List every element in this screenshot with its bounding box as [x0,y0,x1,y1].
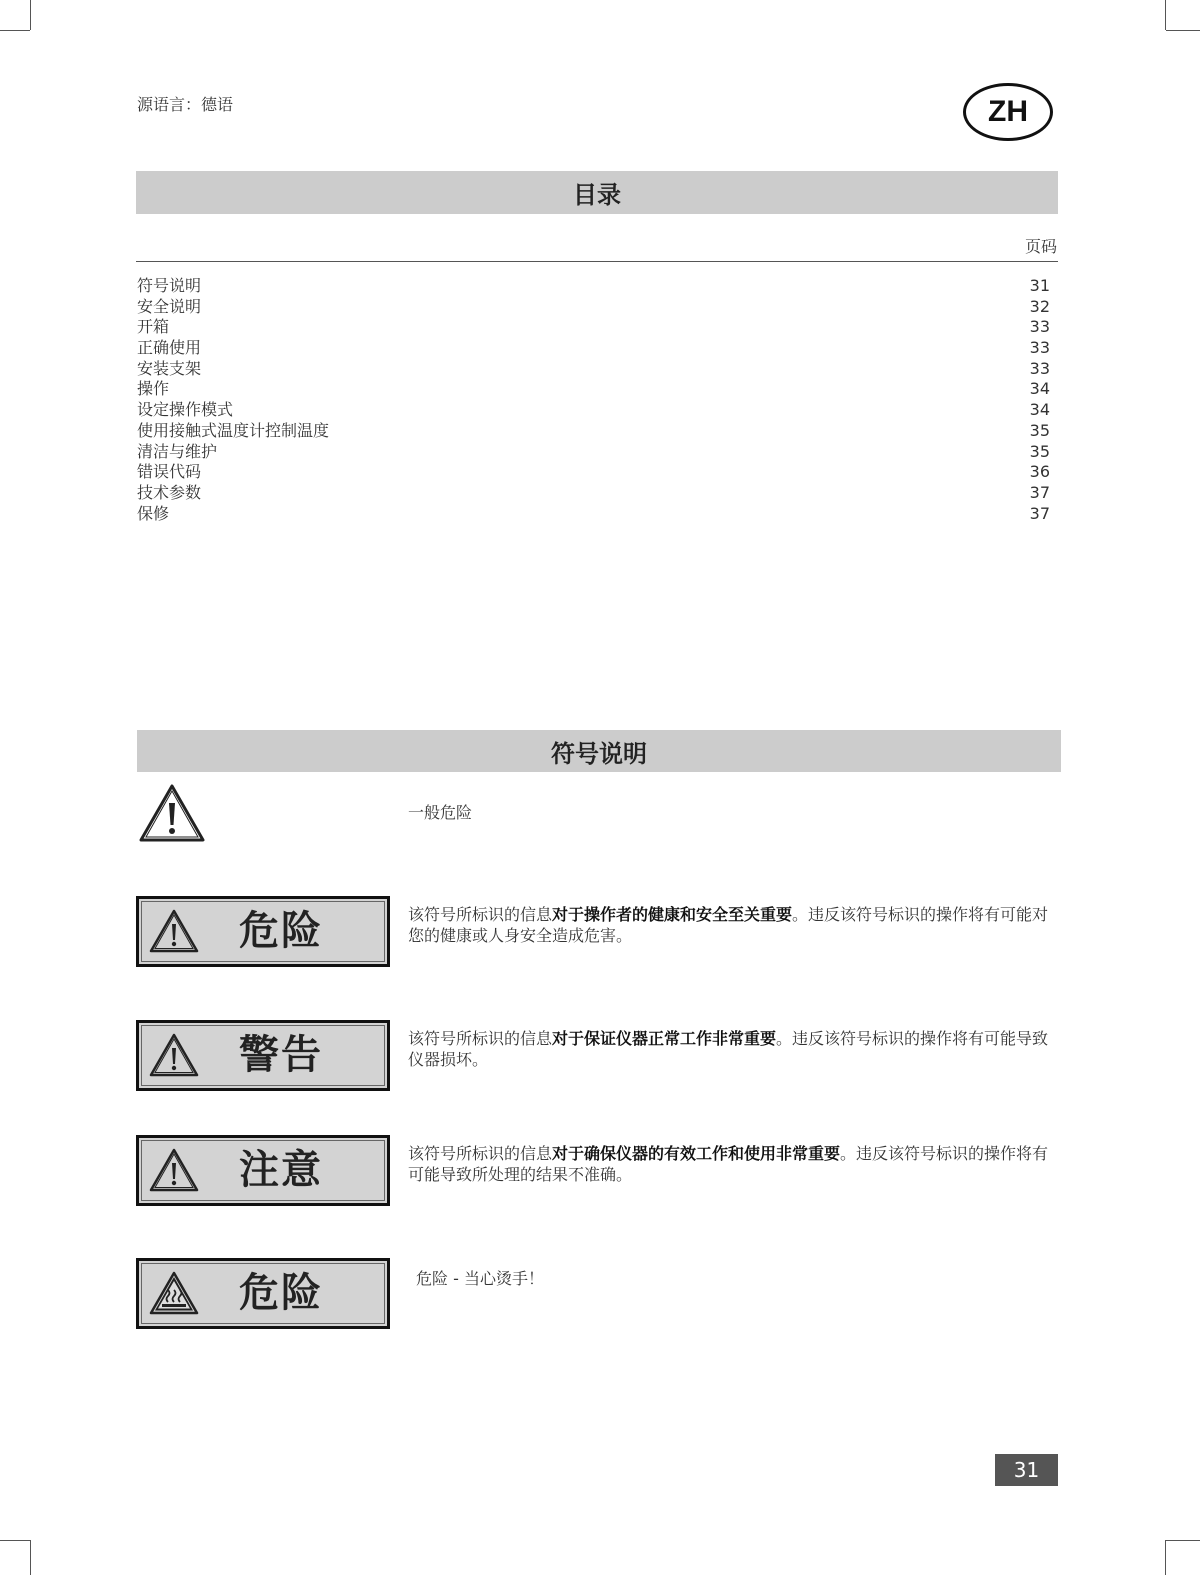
toc-entry-page: 34 [1029,379,1050,399]
danger-text-pre: 该符号所标识的信息 [408,905,553,924]
caution-signal-box [136,1135,390,1206]
toc-entry-label: 设定操作模式 [137,400,234,420]
toc-entry-label: 保修 [137,503,170,523]
crop-mark [0,1540,30,1541]
crop-mark [1166,1540,1200,1541]
toc-entry[interactable] [137,379,1050,400]
toc-entry[interactable] [137,338,1050,359]
danger-description [408,904,1063,946]
toc-entry-label: 正确使用 [137,338,202,358]
toc-entry-page: 31 [1029,276,1050,295]
toc-list [137,276,1050,524]
toc-entry[interactable] [137,483,1050,504]
toc-entry-page: 35 [1029,420,1050,440]
crop-mark [1166,30,1200,31]
toc-entry-page: 35 [1029,441,1050,461]
toc-entry-page: 37 [1029,503,1050,523]
toc-entry[interactable] [137,442,1050,463]
toc-entry-label: 符号说明 [137,276,202,295]
hot-surface-signal-box [136,1258,390,1329]
hot-surface-signal-word: 危险 [239,1270,323,1316]
warning-signal-box [136,1020,390,1091]
toc-entry[interactable] [137,276,1050,297]
danger-text-post: 。违反该符号标识的操作将有可能对您的健康或人身安全造成危害。 [408,905,1049,945]
danger-signal-box [136,896,390,967]
toc-entry-page: 36 [1029,462,1050,482]
symbols-title-bar [137,730,1061,772]
caution-text-post: 。违反该符号标识的操作将有可能导致所处理的结果不准确。 [408,1144,1049,1184]
toc-page-column-header: 页码 [1024,237,1057,256]
toc-entry[interactable] [137,462,1050,483]
warning-triangle-icon [148,1147,200,1197]
danger-signal-word: 危险 [239,908,323,954]
danger-text-bold: 对于操作者的健康和安全至关重要 [552,905,793,924]
toc-entry[interactable] [137,317,1050,338]
source-language-note: 源语言：德语 [137,95,234,114]
warning-signal-word: 警告 [239,1032,323,1078]
toc-entry[interactable] [137,359,1050,380]
toc-entry[interactable] [137,421,1050,442]
toc-entry[interactable] [137,297,1050,318]
crop-mark [1165,1540,1166,1575]
warning-text-bold: 对于保证仪器正常工作非常重要 [552,1029,777,1048]
warning-triangle-icon [138,783,206,847]
symbols-title: 符号说明 [551,739,647,768]
hot-surface-icon [148,1270,200,1320]
toc-entry-page: 33 [1029,317,1050,337]
warning-triangle-icon [148,908,200,958]
page-number-badge: 31 [995,1454,1058,1486]
warning-description [408,1028,1063,1070]
caution-text-pre: 该符号所标识的信息 [408,1144,553,1163]
general-danger-text: 一般危险 [408,803,473,822]
crop-mark [30,1540,31,1575]
toc-entry-label: 清洁与维护 [137,441,218,461]
toc-entry-page: 34 [1029,400,1050,420]
warning-triangle-icon [148,1032,200,1082]
caution-signal-word: 注意 [239,1147,323,1193]
toc-entry-label: 技术参数 [137,482,202,502]
toc-entry-label: 操作 [137,379,170,399]
toc-entry[interactable] [137,504,1050,525]
toc-entry-label: 安全说明 [137,296,202,316]
crop-mark [1165,0,1166,30]
warning-text-post: 。违反该符号标识的操作将有可能导致仪器损坏。 [408,1029,1049,1069]
crop-mark [0,30,30,31]
caution-description [408,1143,1063,1185]
toc-entry-label: 错误代码 [137,462,202,482]
toc-entry-page: 33 [1029,338,1050,358]
toc-entry-label: 安装支架 [137,358,202,378]
toc-entry-page: 37 [1029,482,1050,502]
warning-text-pre: 该符号所标识的信息 [408,1029,553,1048]
toc-entry-page: 33 [1029,358,1050,378]
hot-surface-description: 危险 - 当心烫手！ [416,1269,544,1288]
toc-title-bar [136,171,1058,214]
crop-mark [30,0,31,30]
toc-divider [136,261,1058,262]
toc-entry-label: 使用接触式温度计控制温度 [137,420,330,440]
toc-title: 目录 [573,181,621,209]
toc-entry[interactable] [137,400,1050,421]
toc-entry-page: 32 [1029,296,1050,316]
toc-entry-label: 开箱 [137,317,170,337]
language-code-badge: ZH [963,83,1053,141]
caution-text-bold: 对于确保仪器的有效工作和使用非常重要 [552,1144,841,1163]
